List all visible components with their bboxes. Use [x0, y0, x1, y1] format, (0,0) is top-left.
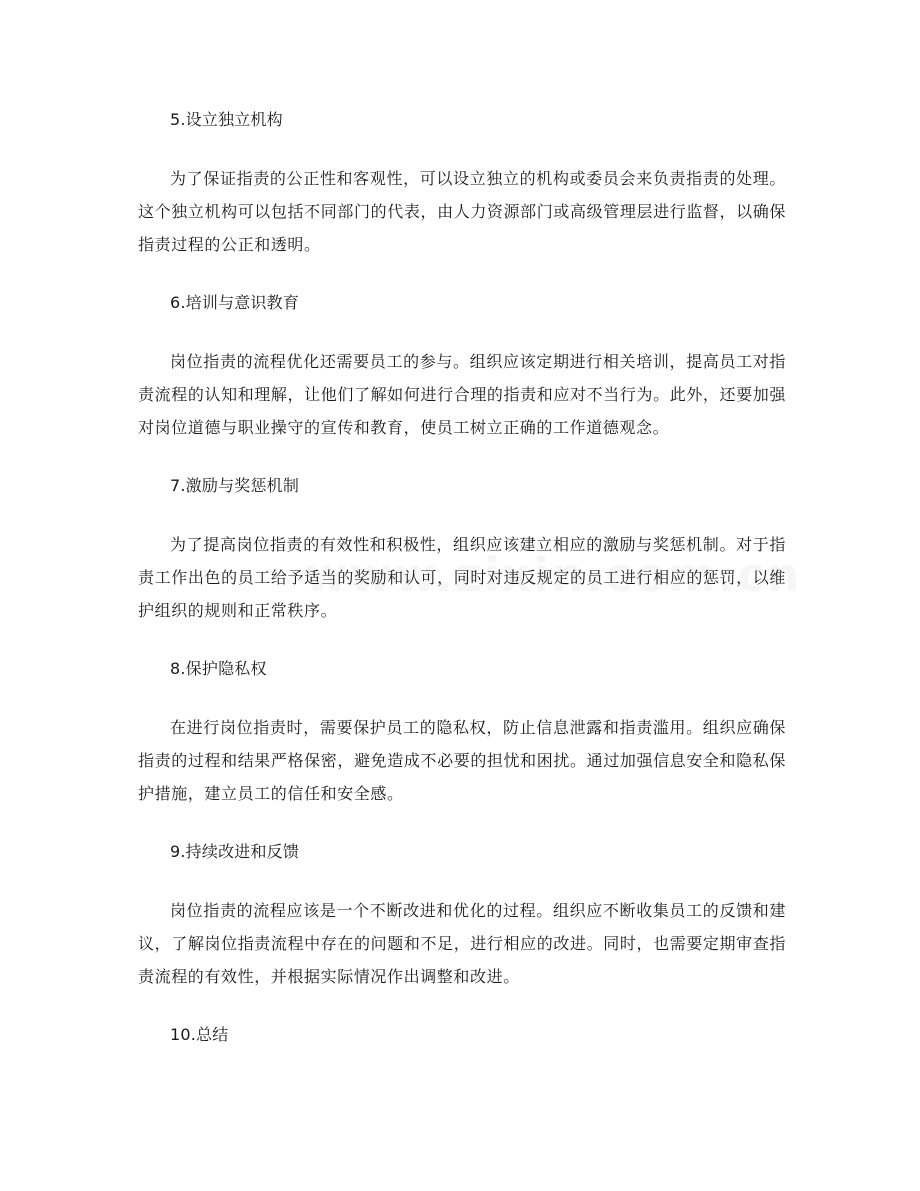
section-10: [138, 1019, 786, 1051]
document-body: [138, 104, 786, 1051]
section-8: [138, 653, 786, 836]
section-heading: 10.总结: [170, 1025, 229, 1044]
section-paragraph: 岗位指责的流程应该是一个不断改进和优化的过程。组织应不断收集员工的反馈和建议，了解岗位指责流程中存在的问题和不足，进行相应的改进。同时，也需要定期审查指责流程的有效性，并根据实际情况作出调整和改进。: [138, 901, 786, 986]
section-heading: 5.设立独立机构: [170, 110, 283, 129]
section-heading: 9.持续改进和反馈: [170, 842, 300, 861]
section-9: [138, 836, 786, 1019]
section-heading: 6.培训与意识教育: [170, 293, 300, 312]
section-7: [138, 470, 786, 653]
section-heading: 7.激励与奖惩机制: [170, 476, 300, 495]
section-5: [138, 104, 786, 287]
section-6: [138, 287, 786, 470]
section-paragraph: 为了提高岗位指责的有效性和积极性，组织应该建立相应的激励与奖惩机制。对于指责工作出色的员工给予适当的奖励和认可，同时对违反规定的员工进行相应的惩罚，以维护组织的规则和正常秩序。: [138, 535, 786, 620]
section-paragraph: 为了保证指责的公正性和客观性，可以设立独立的机构或委员会来负责指责的处理。这个独立机构可以包括不同部门的代表，由人力资源部门或高级管理层进行监督，以确保指责过程的公正和透明。: [138, 169, 786, 254]
section-paragraph: 岗位指责的流程优化还需要员工的参与。组织应该定期进行相关培训，提高员工对指责流程的认知和理解，让他们了解如何进行合理的指责和应对不当行为。此外，还要加强对岗位道德与职业操守的宣传和教育，使员工树立正确的工作道德观念。: [138, 352, 786, 437]
section-heading: 8.保护隐私权: [170, 659, 267, 678]
section-paragraph: 在进行岗位指责时，需要保护员工的隐私权，防止信息泄露和指责滥用。组织应确保指责的过程和结果严格保密，避免造成不必要的担忧和困扰。通过加强信息安全和隐私保护措施，建立员工的信任和安全感。: [138, 718, 786, 803]
